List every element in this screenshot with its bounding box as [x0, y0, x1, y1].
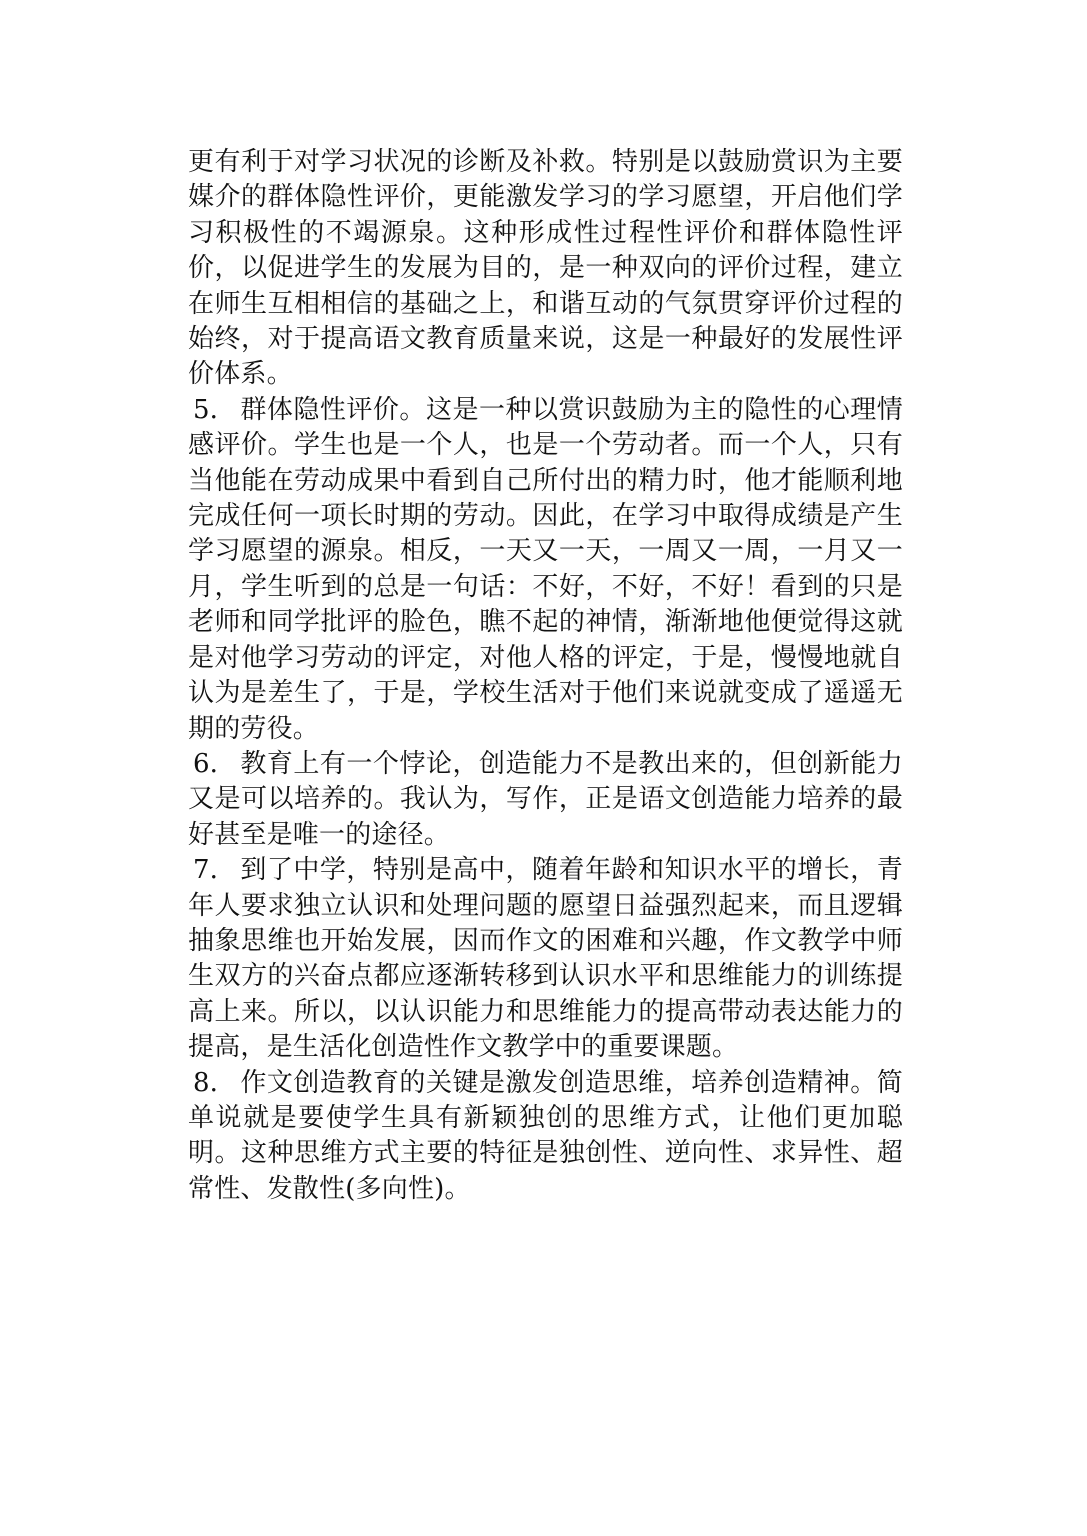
- paragraph-text: 更有利于对学习状况的诊断及补救。特别是以鼓励赏识为主要媒介的群体隐性评价，更能激发学习的学习愿望，开启他们学习积极性的不竭源泉。这种形成性过程性评价和群体隐性评价，以促进学生的发展为目的，是一种双向的评价过程，建立在师生互相相信的基础之上，和谐互动的气氛贯穿评价过程的始终，对于提高语文教育质量来说，这是一种最好的发展性评价体系。: [188, 147, 903, 390]
- paragraph-text: 教育上有一个悖论，创造能力不是教出来的，但创新能力又是可以培养的。我认为，写作，正是语文创造能力培养的最好甚至是唯一的途径。: [188, 748, 903, 850]
- paragraph-number: 7．: [193, 855, 236, 886]
- paragraph-continuation: [188, 145, 903, 393]
- paragraph-number: 6．: [193, 748, 236, 779]
- paragraph-7: [188, 853, 903, 1065]
- paragraph-5: [188, 393, 903, 747]
- document-body: [188, 145, 903, 1207]
- paragraph-number: 8．: [193, 1067, 236, 1098]
- paragraph-8: [188, 1066, 903, 1208]
- paragraph-text: 到了中学，特别是高中，随着年龄和知识水平的增长，青年人要求独立认识和处理问题的愿望日益强烈起来，而且逻辑抽象思维也开始发展，因而作文的困难和兴趣，作文教学中师生双方的兴奋点都应逐渐转移到认识水平和思维能力的训练提高上来。所以，以认识能力和思维能力的提高带动表达能力的提高，是生活化创造性作文教学中的重要课题。: [188, 855, 903, 1063]
- paragraph-number: 5．: [193, 394, 236, 425]
- paragraph-6: [188, 747, 903, 853]
- paragraph-text: 作文创造教育的关键是激发创造思维，培养创造精神。简单说就是要使学生具有新颖独创的思维方式，让他们更加聪明。这种思维方式主要的特征是独创性、逆向性、求异性、超常性、发散性(多向性)。: [188, 1067, 903, 1204]
- paragraph-text: 群体隐性评价。这是一种以赏识鼓励为主的隐性的心理情感评价。学生也是一个人，也是一个劳动者。而一个人，只有当他能在劳动成果中看到自己所付出的精力时，他才能顺利地完成任何一项长时期的劳动。因此，在学习中取得成绩是产生学习愿望的源泉。相反，一天又一天，一周又一周，一月又一月，学生听到的总是一句话：不好，不好，不好！看到的只是老师和同学批评的脸色，瞧不起的神情，渐渐地他便觉得这就是对他学习劳动的评定，对他人格的评定，于是，慢慢地就自认为是差生了，于是，学校生活对于他们来说就变成了遥遥无期的劳役。: [188, 394, 903, 744]
